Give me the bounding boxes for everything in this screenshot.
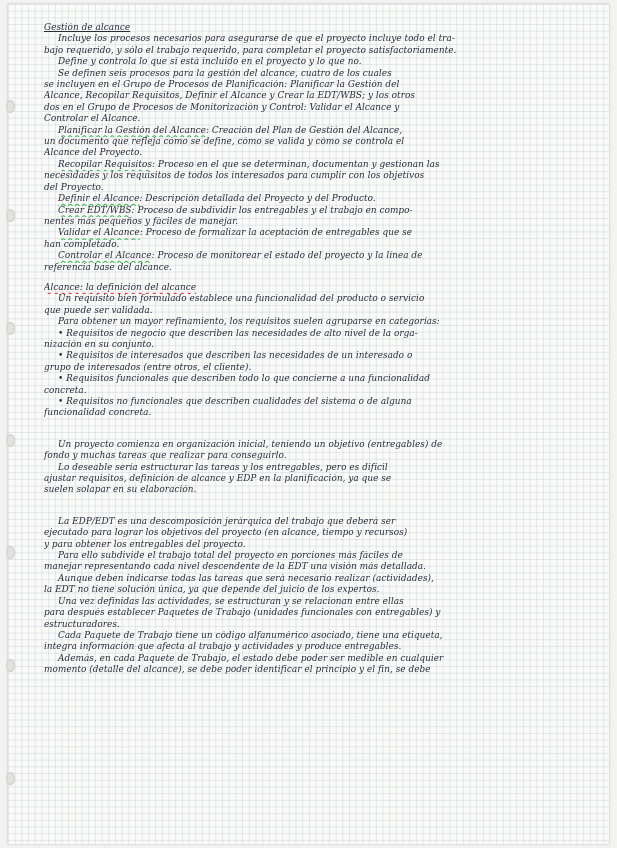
text-line: Incluye los procesos necesarios para asegurarse de que el proyecto incluye todo el tra- xyxy=(58,34,455,45)
text-line: bajo requerido, y sólo el trabajo requerido, para completar el proyecto satisfactoriamente. xyxy=(44,45,457,56)
punch-hole xyxy=(6,434,15,447)
bullet-item: • Requisitos de negocio que describen las necesidades de alto nivel de la orga- xyxy=(58,328,418,339)
section-heading: Gestión de alcance xyxy=(44,23,131,33)
punch-hole xyxy=(6,659,15,672)
text-line: momento (detalle del alcance), se debe poder identificar el principio y el fin, se debe xyxy=(44,665,431,676)
punch-hole xyxy=(6,546,15,559)
text-line: Alcance, Recopilar Requisitos, Definir el Alcance y Crear la EDT/WBS; y los otros xyxy=(44,91,415,102)
text-line: grupo de interesados (entre otros, el cliente). xyxy=(44,362,252,373)
punch-hole xyxy=(6,322,15,335)
text-line: estructuradores. xyxy=(44,619,120,630)
definition-item: Crear EDT/WBS: Proceso de subdividir los entregables y el trabajo en compo- xyxy=(58,205,413,216)
text-line: Cada Paquete de Trabajo tiene un código alfanumérico asociado, tiene una etiqueta, xyxy=(58,630,443,641)
text-line: ajustar requisitos, definición de alcance y EDP en la planificación, ya que se xyxy=(44,474,392,485)
definition-term: Crear EDT/WBS xyxy=(58,205,132,216)
text-line: un documento que refleja cómo se define, cómo se valida y cómo se controla el xyxy=(44,137,405,148)
definition-item: Validar el Alcance: Proceso de formalizar la aceptación de entregables que se xyxy=(58,228,413,239)
definition-term: Recopilar Requisitos xyxy=(58,159,152,170)
punch-hole xyxy=(6,100,15,113)
text-line: concreta. xyxy=(44,385,87,396)
text-line: integra información que afecta al trabajo y actividades y produce entregables. xyxy=(44,642,402,653)
text-line: suelen solapar en su elaboración. xyxy=(44,485,197,496)
bullet-item: • Requisitos funcionales que describen todo lo que concierne a una funcionalidad xyxy=(58,374,430,385)
text-line: Controlar el Alcance. xyxy=(44,114,141,125)
text-line: nización en su conjunto. xyxy=(44,339,155,350)
text-line: Una vez definidas las actividades, se estructuran y se relacionan entre ellas xyxy=(58,596,404,607)
definition-item: Controlar el Alcance: Proceso de monitorear el estado del proyecto y la línea de xyxy=(58,251,423,262)
text-line: y para obtener los entregables del proyecto. xyxy=(44,539,246,550)
text-line: La EDP/EDT es una descomposición jerárquica del trabajo que deberá ser xyxy=(58,516,396,527)
text-line: Para ello subdivide el trabajo total del proyecto en porciones más fáciles de xyxy=(58,551,403,562)
text-line: referencia base del alcance. xyxy=(44,262,172,273)
bullet-item: • Requisitos de interesados que describen las necesidades de un interesado o xyxy=(58,351,413,362)
text-line: se incluyen en el Grupo de Procesos de Planificación: Planificar la Gestión del xyxy=(44,80,400,91)
definition-item: Planificar la Gestión del Alcance: Creación del Plan de Gestión del Alcance, xyxy=(58,125,403,136)
text-line: Lo deseable sería estructurar las tareas y los entregables, pero es difícil xyxy=(58,462,388,473)
punch-hole xyxy=(6,772,15,785)
punch-hole xyxy=(6,209,15,222)
definition-item: Definir el Alcance: Descripción detallada del Proyecto y del Producto. xyxy=(58,194,376,205)
text-line: Un proyecto comienza en organización inicial, teniendo un objetivo (entregables) de xyxy=(58,439,443,450)
text-line: la EDT no tiene solución única, ya que depende del juicio de los expertos. xyxy=(44,585,380,596)
text-line: Aunque deben indicarse todas las tareas que será necesario realizar (actividades), xyxy=(58,573,434,584)
text-line: dos en el Grupo de Procesos de Monitorización y Control: Validar el Alcance y xyxy=(44,102,400,113)
definition-term: Planificar la Gestión del Alcance xyxy=(58,125,206,136)
definition-term: Definir el Alcance xyxy=(58,194,140,205)
text-line: Para obtener un mayor refinamiento, los requisitos suelen agruparse en categorías: xyxy=(58,317,440,328)
text-line: Define y controla lo que sí está incluido en el proyecto y lo que no. xyxy=(58,57,362,68)
bullet-item: • Requisitos no funcionales que describen cualidades del sistema o de alguna xyxy=(58,397,412,407)
text-line: fondo y muchas tareas que realizar para conseguirlo. xyxy=(44,451,287,462)
handwritten-notes xyxy=(44,23,584,677)
definition-item: Recopilar Requisitos: Proceso en el que se determinan, documentan y gestionan las xyxy=(58,159,440,170)
section-heading: Alcance: la definición del alcance xyxy=(44,282,197,293)
definition-term: Validar el Alcance xyxy=(58,228,140,239)
text-line: han completado. xyxy=(44,239,120,250)
text-line: Se definen seis procesos para la gestión del alcance, cuatro de los cuales xyxy=(58,68,392,79)
text-line: necesidades y los requisitos de todos los interesados para cumplir con los objetivos xyxy=(44,171,425,182)
text-line: funcionalidad concreta. xyxy=(44,408,152,419)
text-line: ejecutado para lograr los objetivos del proyecto (en alcance, tiempo y recursos) xyxy=(44,528,408,539)
text-line: para después establecer Paquetes de Trabajo (unidades funcionales con entregables) y xyxy=(44,608,441,619)
text-line: Un requisito bien formulado establece una funcionalidad del producto o servicio xyxy=(58,294,425,305)
definition-term: Controlar el Alcance xyxy=(58,251,152,262)
text-line: que puede ser validada. xyxy=(44,305,153,316)
text-line: nentes más pequeños y fáciles de manejar. xyxy=(44,216,239,227)
text-line: manejar representando cada nivel descendente de la EDT una visión más detallada. xyxy=(44,562,426,573)
text-line: del Proyecto. xyxy=(44,182,104,193)
text-line: Además, en cada Paquete de Trabajo, el estado debe poder ser medible en cualquier xyxy=(58,653,444,664)
text-line: Alcance del Proyecto. xyxy=(44,148,143,159)
